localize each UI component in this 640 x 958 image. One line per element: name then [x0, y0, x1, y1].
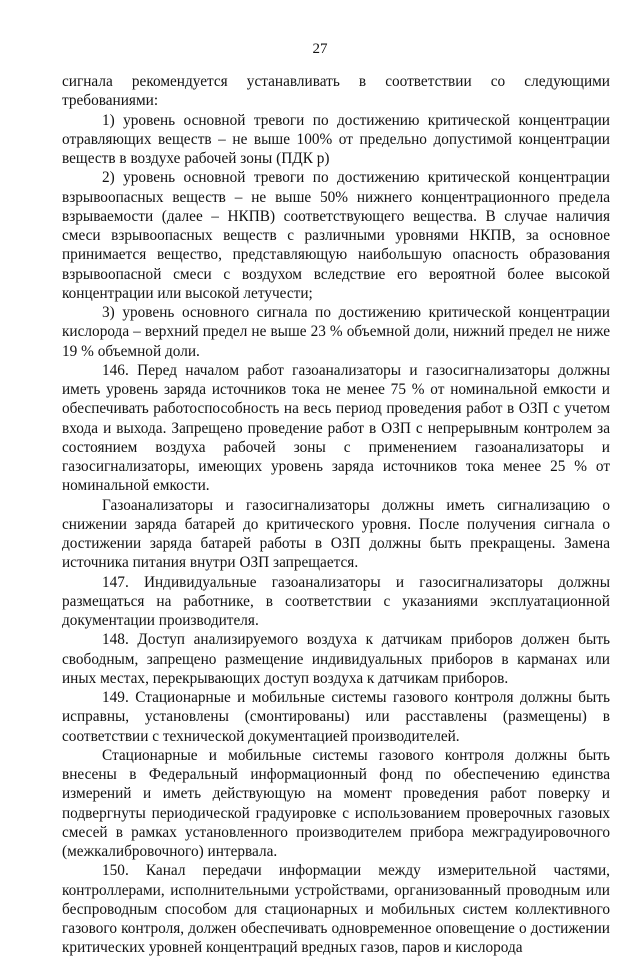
clause-146: 146. Перед началом работ газоанализаторы и газосигнализаторы должны иметь уровень заряда источников тока не менее 75 % от номинальной емкости и обеспечивать работоспособность на весь период проведения работ в ОЗП с учетом входа и выхода. Запрещено проведение работ в ОЗП с непрерывным контролем за состоянием воздуха рабочей зоны с применением газоанализаторы и газосигнализаторы, имеющих уровень заряда источников тока менее 25 % от номинальной емкости. — [62, 361, 610, 495]
page-number: 27 — [312, 41, 328, 57]
list-item-2: 2) уровень основной тревоги по достижению критической концентрации взрывоопасных веществ – не выше 50% нижнего концентрационного предела взрываемости (далее – НКПВ) соответствующего вещества. В случае наличия смеси взрывоопасных веществ с различными уровнями НКПВ, за основное принимается вещество, представляющую наибольшую опасность образования взрывоопасной смеси с воздухом вследствие его вероятной более высокой концентрации или высокой летучести; — [62, 169, 610, 302]
list-item-1: 1) уровень основной тревоги по достижению критической концентрации отравляющих веществ – не выше 100% от предельно допустимой концентрации веществ в воздухе рабочей зоны (ПДК р) — [62, 111, 610, 167]
clause-148: 148. Доступ анализируемого воздуха к датчикам приборов должен быть свободным, запрещено размещение индивидуальных приборов в карманах или иных местах, перекрывающих доступ воздуха к датчикам приборов. — [62, 631, 610, 687]
clause-146-continued: Газоанализаторы и газосигнализаторы должны иметь сигнализацию о снижении заряда батарей до критического уровня. После получения сигнала о достижении заряда батарей работы в ОЗП должны быть прекращены. Замена источника питания внутри ОЗП запрещается. — [62, 496, 610, 572]
clause-147: 147. Индивидуальные газоанализаторы и газосигнализаторы должны размещаться на работнике, в соответствии с указаниями эксплуатационной документации производителя. — [62, 573, 610, 629]
paragraph-continuation: сигнала рекомендуется устанавливать в соответствии со следующими требованиями: — [62, 73, 610, 110]
clause-150: 150. Канал передачи информации между измерительной частями, контроллерами, исполнительными устройствами, организованный проводным или беспроводным способом для стационарных и мобильных систем коллективного газового контроля, должен обеспечивать одновременное оповещение о достижении критических уровней концентраций вредных газов, паров и кислорода — [62, 862, 610, 957]
clause-149-continued: Стационарные и мобильные системы газового контроля должны быть внесены в Федеральный информационный фонд по обеспечению единства измерений и иметь действующую на момент проведения работ поверку и подвергнуты периодической градуировке с использованием проверочных газовых смесей в рамках установленного производителем прибора межградуировочного (межкалибровочного) интервала. — [62, 746, 610, 860]
list-item-3: 3) уровень основного сигнала по достижению критической концентрации кислорода – верхний предел не выше 23 % объемной доли, нижний предел не ниже 19 % объемной доли. — [62, 304, 610, 360]
document-body — [62, 72, 610, 958]
clause-149: 149. Стационарные и мобильные системы газового контроля должны быть исправны, установлены (смонтированы) или расставлены (размещены) в соответствии с технической документацией производителей. — [62, 689, 610, 745]
